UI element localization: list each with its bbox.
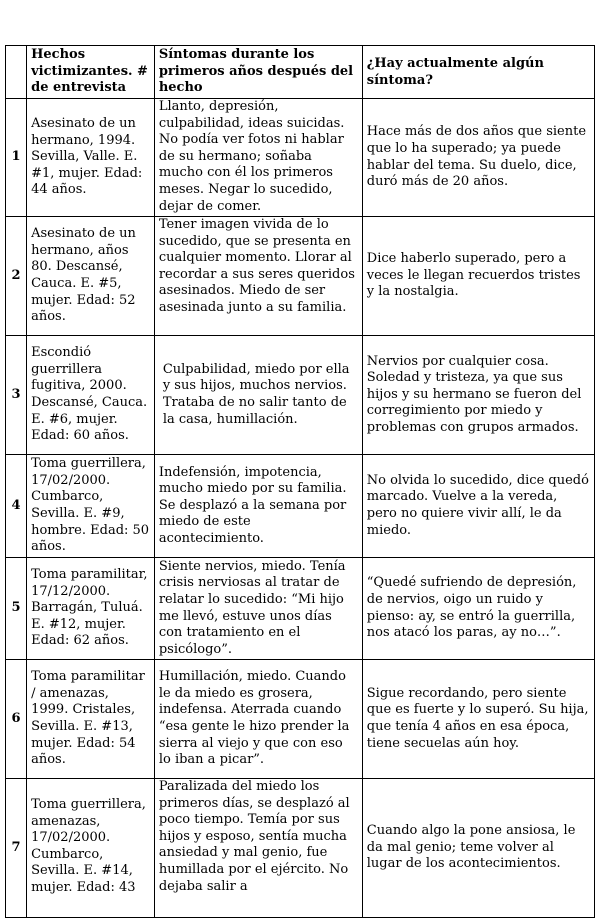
document-page [5, 45, 595, 918]
cell-actual: Nervios por cualquier cosa. Soledad y tristeza, ya que sus hijos y su hermano se fueron del corregimiento por miedo y problemas con grupos armados. [362, 336, 594, 455]
row-number: 4 [6, 455, 27, 558]
row-number: 1 [6, 99, 27, 217]
table-row [6, 779, 595, 918]
cell-hechos: Escondió guerrillera fugitiva, 2000. Descansé, Cauca. E. #6, mujer. Edad: 60 años. [27, 336, 155, 455]
cell-hechos: Toma paramilitar, 17/12/2000. Barragán, Tuluá. E. #12, mujer. Edad: 62 años. [27, 558, 155, 660]
cell-actual: Hace más de dos años que siente que lo ha superado; ya puede hablar del tema. Su duelo, dice, duró más de 20 años. [362, 99, 594, 217]
row-number: 6 [6, 660, 27, 779]
cell-sintomas: Humillación, miedo. Cuando le da miedo es grosera, indefensa. Aterrada cuando “esa gente le hizo prender la sierra al viejo y que con eso lo iban a picar”. [154, 660, 362, 779]
cell-actual: Dice haberlo superado, pero a veces le llegan recuerdos tristes y la nostalgia. [362, 217, 594, 336]
cell-hechos: Toma guerrillera, amenazas, 17/02/2000. Cumbarco, Sevilla. E. #14, mujer. Edad: 43 [27, 779, 155, 918]
row-number: 3 [6, 336, 27, 455]
cell-hechos: Asesinato de un hermano, 1994. Sevilla, Valle. E. #1, mujer. Edad: 44 años. [27, 99, 155, 217]
cell-sintomas: Culpabilidad, miedo por ella y sus hijos, muchos nervios. Trataba de no salir tanto de la casa, humillación. [154, 336, 362, 455]
cell-sintomas: Paralizada del miedo los primeros días, se desplazó al poco tiempo. Temía por sus hijos y esposo, sentía mucha ansiedad y mal genio, fue humillada por el ejército. No dejaba salir a [154, 779, 362, 918]
cell-sintomas: Llanto, depresión, culpabilidad, ideas suicidas. No podía ver fotos ni hablar de su hermano; soñaba mucho con él los primeros meses. Negar lo sucedido, dejar de comer. [154, 99, 362, 217]
cell-sintomas: Tener imagen vivida de lo sucedido, que se presenta en cualquier momento. Llorar al recordar a sus seres queridos asesinados. Miedo de ser asesinada junto a su familia. [154, 217, 362, 336]
cell-actual: Sigue recordando, pero siente que es fuerte y lo superó. Su hija, que tenía 4 años en esa época, tiene secuelas aún hoy. [362, 660, 594, 779]
cell-actual: “Quedé sufriendo de depresión, de nervios, oigo un ruido y pienso: ay, se entró la guerrilla, nos atacó los paras, ay no…”. [362, 558, 594, 660]
victimization-table [5, 45, 595, 918]
header-num [6, 46, 27, 99]
cell-sintomas: Siente nervios, miedo. Tenía crisis nerviosas al tratar de relatar lo sucedido: “Mi hijo me llevó, estuve unos días con tratamiento en el psicólogo”. [154, 558, 362, 660]
table-row [6, 336, 595, 455]
cell-hechos: Toma paramilitar / amenazas, 1999. Cristales, Sevilla. E. #13, mujer. Edad: 54 años. [27, 660, 155, 779]
table-row [6, 455, 595, 558]
row-number: 2 [6, 217, 27, 336]
header-hechos: Hechos victimizantes. # de entrevista [27, 46, 155, 99]
row-number: 7 [6, 779, 27, 918]
header-actual: ¿Hay actualmente algún síntoma? [362, 46, 594, 99]
row-number: 5 [6, 558, 27, 660]
cell-hechos: Asesinato de un hermano, años 80. Descansé, Cauca. E. #5, mujer. Edad: 52 años. [27, 217, 155, 336]
table-row [6, 217, 595, 336]
header-sintomas: Síntomas durante los primeros años después del hecho [154, 46, 362, 99]
cell-actual: Cuando algo la pone ansiosa, le da mal genio; teme volver al lugar de los acontecimientos. [362, 779, 594, 918]
table-row [6, 99, 595, 217]
table-row [6, 558, 595, 660]
cell-sintomas: Indefensión, impotencia, mucho miedo por su familia. Se desplazó a la semana por miedo de este acontecimiento. [154, 455, 362, 558]
table-header-row [6, 46, 595, 99]
cell-hechos: Toma guerrillera, 17/02/2000. Cumbarco, Sevilla. E. #9, hombre. Edad: 50 años. [27, 455, 155, 558]
cell-actual: No olvida lo sucedido, dice quedó marcado. Vuelve a la vereda, pero no quiere vivir allí, le da miedo. [362, 455, 594, 558]
table-row [6, 660, 595, 779]
